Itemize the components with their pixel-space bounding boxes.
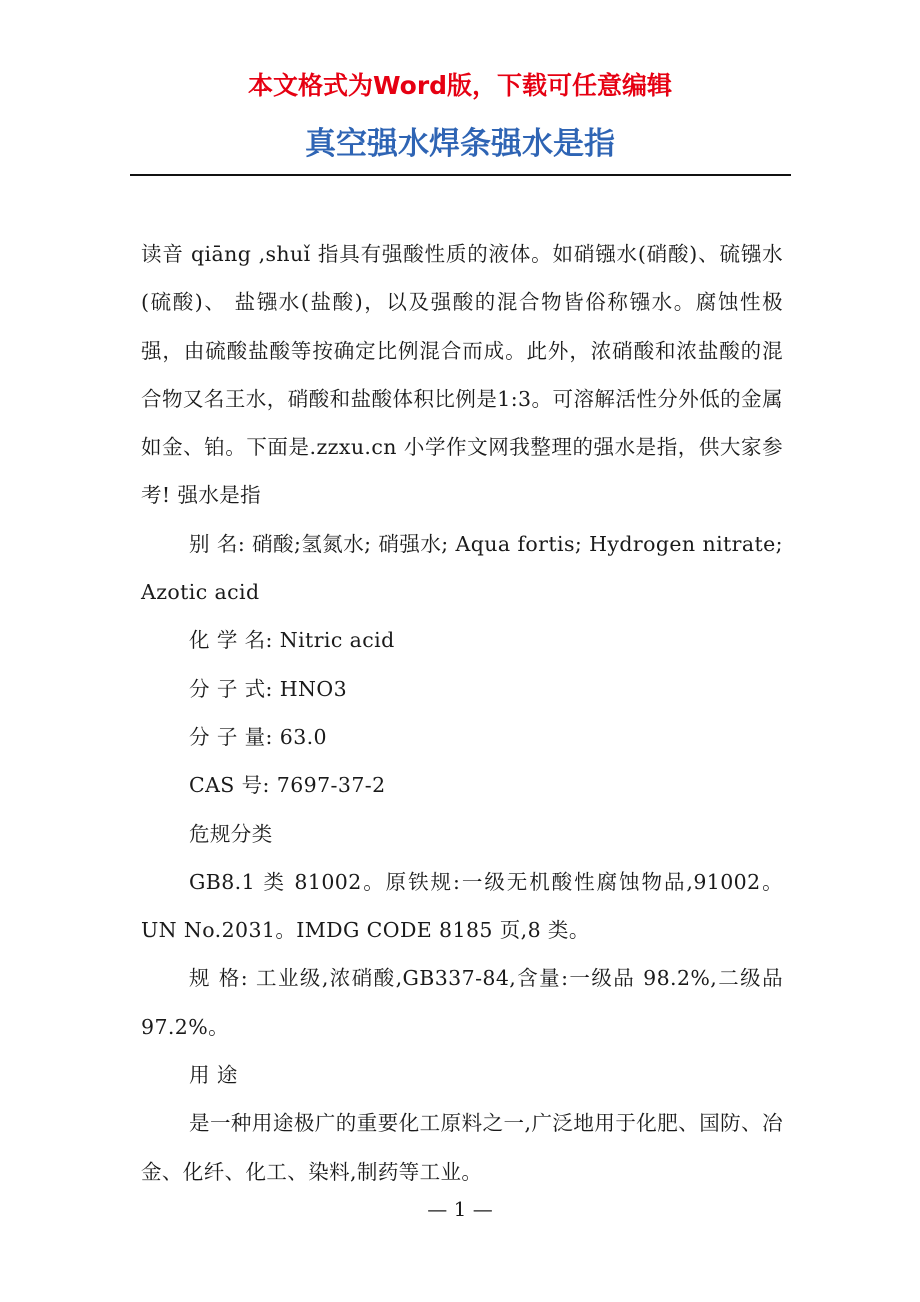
title-divider xyxy=(130,174,791,176)
usage-paragraph: 是一种用途极广的重要化工原料之一,广泛地用于化肥、国防、冶金、化纤、化工、染料,制药等工业。 xyxy=(141,1111,783,1184)
specification-paragraph: 规 格: 工业级,浓硝酸,GB337-84,含量:一级品 98.2%,二级品 97.2%。 xyxy=(141,966,783,1039)
intro-paragraph: 读音 qiāng ,shuǐ 指具有强酸性质的液体。如硝镪水(硝酸)、硫镪水(硫酸)、 盐镪水(盐酸)，以及强酸的混合物皆俗称镪水。腐蚀性极强，由硫酸盐酸等按确定比例混合而成。此外，浓硝酸和浓盐酸的混合物又名王水，硝酸和盐酸体积比例是1:3。可溶解活性分外低的金属如金、铂。下面是.zzxu.cn 小学作文网我整理的强水是指，供大家参考! 强水是指 xyxy=(141,242,783,508)
hazard-paragraph: GB8.1 类 81002。原铁规:一级无机酸性腐蚀物品,91002。UN No.2031。IMDG CODE 8185 页,8 类。 xyxy=(141,869,783,943)
cas-paragraph: CAS 号: 7697-37-2 xyxy=(189,773,386,798)
molecular-weight-paragraph: 分 子 量: 63.0 xyxy=(189,724,328,749)
format-notice-banner: 本文格式为Word版，下载可任意编辑 xyxy=(247,71,673,100)
chemical-name-paragraph: 化 学 名: Nitric acid xyxy=(189,628,395,653)
usage-heading: 用 途 xyxy=(189,1063,238,1088)
alias-paragraph: 别 名: 硝酸;氢氮水; 硝强水; Aqua fortis; Hydrogen nitrate; Azotic acid xyxy=(141,531,783,605)
document-title: 真空强水焊条强水是指 xyxy=(305,126,615,162)
page-number: — 1 — xyxy=(427,1197,493,1221)
hazard-heading: 危规分类 xyxy=(189,821,273,846)
formula-paragraph: 分 子 式: HNO3 xyxy=(189,676,348,701)
document-body xyxy=(141,230,783,1196)
